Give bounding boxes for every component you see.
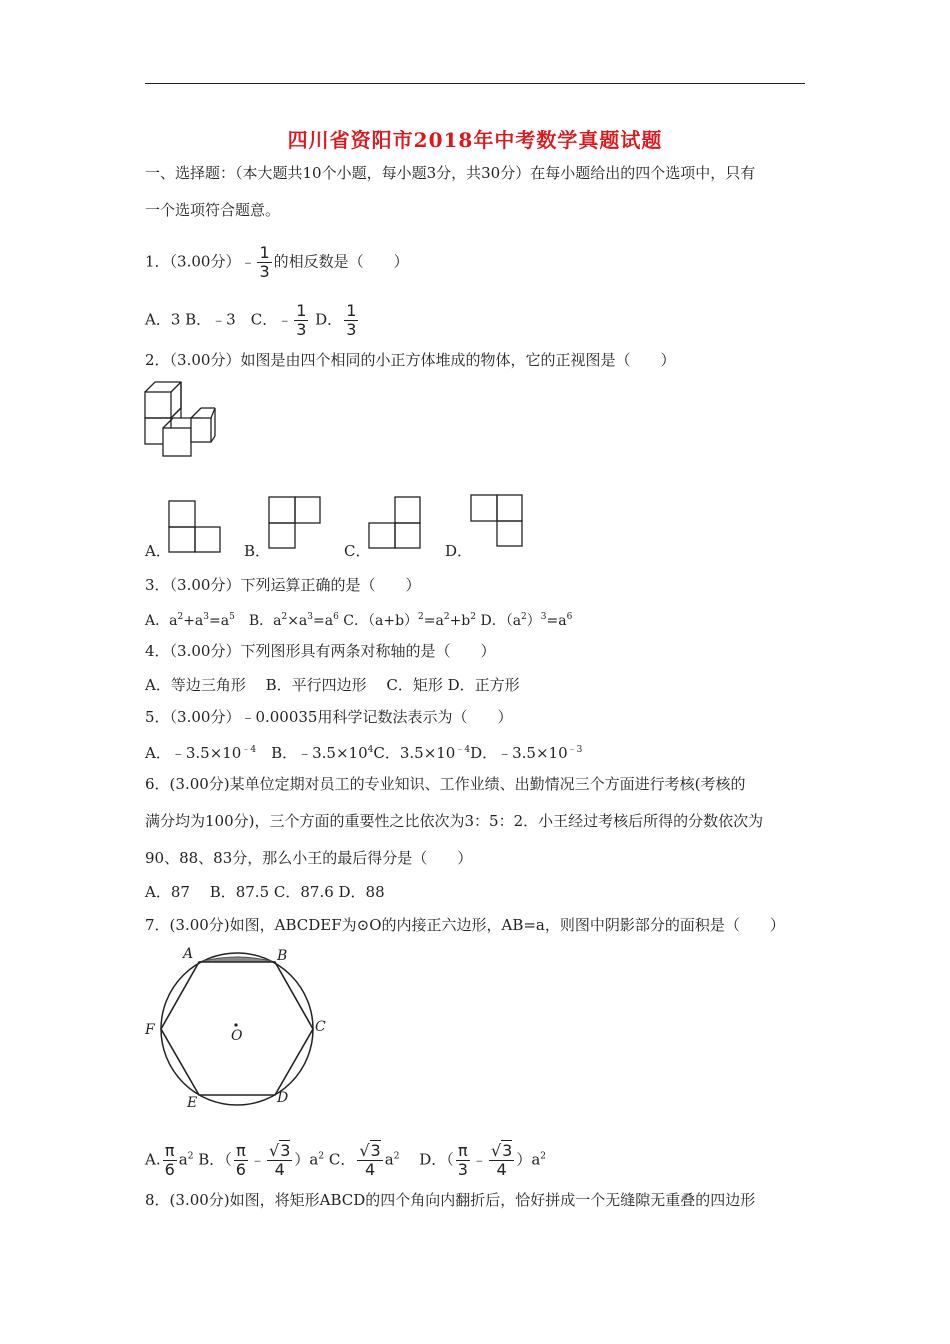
page-title: 四川省资阳市2018年中考数学真题试题 [287,128,663,152]
q2-option-d-label: D． [445,542,473,560]
q3-a-e2: 3 [203,612,210,622]
q7-label-e: E [187,1095,198,1111]
question-6-line3: 90、88、83分，那么小王的最后得分是（ ） [145,849,473,867]
q5-b-exp: 4 [367,745,374,755]
q3-a-e3: 5 [229,612,235,622]
q3-a-eq: =a [209,613,230,629]
q5-d-exp: ﹣3 [567,745,583,755]
q7-c-radicand: 3 [370,1141,381,1160]
q7-label-c: C [315,1019,326,1035]
q1-opt-d: D． [310,310,343,329]
q7-b-tail: ）a [294,1150,319,1169]
question-4-options: A．等边三角形 B．平行四边形 C．矩形 D．正方形 [145,676,520,694]
question-5-stem: 5．（3.00分）﹣0.00035用科学记数法表示为（ ） [145,708,513,726]
q7-d-num2 [489,1142,514,1161]
q7-d-frac2 [489,1142,514,1179]
q5-d: D．﹣3.5×10 [470,744,568,762]
q7-label-f: F [145,1022,155,1038]
q1-opt-d-num: 1 [346,301,357,320]
question-6-line2: 满分均为100分)，三个方面的重要性之比依次为3：5：2．小王经过考核后所得的分数依次为 [145,812,764,830]
q3-a-e1: 2 [177,612,184,622]
q3-c-e1: 2 [418,612,424,622]
q7-hexagon-figure [143,942,333,1112]
question-8-stem: 8．(3.00分)如图，将矩形ABCD的四个角向内翻折后，恰好拼成一个无缝隙无重叠的四边形 [145,1191,756,1209]
q7-d-den2: 4 [496,1160,507,1179]
q3-a-mid: +a [183,613,204,629]
q7-d-minus: ﹣ [471,1150,487,1169]
q7-a-label: A. [145,1150,161,1169]
q2-option-c-label: C． [344,542,371,560]
q2-option-a-figure [168,500,222,554]
q7-c-root: √ [359,1141,370,1160]
q1-frac-num: 1 [259,243,270,262]
q5-b: B．﹣3.5×10 [256,744,368,762]
q3-b-e2: 3 [307,612,314,622]
q7-a-tail: a [178,1150,188,1169]
question-5-options [145,740,582,763]
q7-c-exp: 2 [393,1151,400,1162]
q7-d-radicand: 3 [502,1141,513,1160]
question-4-stem: 4．（3.00分）下列图形具有两条对称轴的是（ ） [145,642,496,660]
q1-stem-post: 的相反数是（ ） [273,252,409,271]
question-1-options [145,302,360,339]
q3-c-e3: 2 [470,612,477,622]
q3-c-pre: C．（a+b） [338,613,419,629]
q7-d-exp: 2 [540,1151,547,1162]
q7-b-exp: 2 [318,1151,325,1162]
q7-d-label: D．（ [404,1150,454,1169]
question-7-options [145,1142,546,1179]
q2-option-b-figure [268,496,322,550]
q7-label-d: D [277,1090,289,1106]
section-intro-line1: 一、选择题：（本大题共10个小题，每小题3分，共30分）在每小题给出的四个选项中，只有 [145,164,756,182]
section-intro-line2: 一个选项符合题意。 [145,201,281,219]
q7-c-tail: a [384,1150,394,1169]
q7-label-o: O [231,1028,243,1044]
header-rule [145,83,805,84]
q7-b-num1: π [234,1142,248,1161]
q1-opt-d-frac [344,302,358,339]
q7-b-frac1 [234,1142,248,1179]
q1-opt-d-den: 3 [346,320,357,339]
q5-c: C．3.5×10 [373,744,456,762]
q3-d-mid: ） [526,613,541,629]
q3-d-e1: 2 [521,612,527,622]
q7-c-den: 4 [364,1160,376,1179]
q7-a-den: 6 [164,1160,175,1179]
q7-a-exp: 2 [187,1151,194,1162]
q7-a-frac [163,1142,177,1179]
q7-d-frac1 [456,1142,470,1179]
q3-c-eq: +b [449,613,471,629]
q7-b-root: √ [269,1141,280,1160]
q1-opt-c-den: 3 [296,320,307,339]
q7-b-num2 [267,1142,292,1161]
q1-opt-c-num: 1 [296,301,307,320]
q5-c-exp: ﹣4 [455,745,471,755]
question-3-options [145,607,572,631]
q3-d-e3: 6 [566,612,573,622]
q3-b-eq: =a [313,613,334,629]
q7-c-frac [357,1142,382,1179]
question-6-line1: 6．(3.00分)某单位定期对员工的专业知识、工作业绩、出勤情况三个方面进行考核(考核的 [145,775,746,793]
q5-a-exp: ﹣4 [241,745,257,755]
q1-opt-c-frac [294,302,308,339]
q1-fraction [257,244,271,281]
q2-option-b-label: B． [244,542,271,560]
question-6-options: A．87 B．87.5 C．87.6 D．88 [145,883,385,901]
q5-a: A．﹣3.5×10 [145,744,242,762]
q7-label-a: A [183,946,194,962]
q7-d-den1: 3 [457,1160,468,1179]
q7-label-b: B [277,948,288,964]
q3-b-pre: B．a [234,613,282,629]
q1-frac-den: 3 [259,262,270,281]
q3-d-pre: D．（a [476,613,522,629]
q1-stem-pre: 1．（3.00分）﹣ [145,252,256,271]
q2-option-a-label: A． [145,542,171,560]
q2-option-c-figure [368,496,422,550]
q7-d-root: √ [490,1141,502,1160]
q7-b-frac2 [267,1142,292,1179]
q3-a-pre: A．a [145,613,178,629]
q7-c-num [357,1142,382,1161]
q7-b-minus: ﹣ [249,1150,265,1169]
question-1-stem [145,244,409,281]
question-2-stem: 2．（3.00分）如图是由四个相同的小正方体堆成的物体，它的正视图是（ ） [145,351,676,369]
q7-b-label: B．（ [198,1150,232,1169]
q2-option-d-figure [470,494,524,548]
q2-cube-figure [143,380,218,460]
q1-opt-ab: A．3 B．﹣3 C．﹣ [145,310,293,329]
q3-b-e1: 2 [281,612,288,622]
q3-c-mid: =a [423,613,444,629]
q7-b-den1: 6 [235,1160,246,1179]
q7-c-label: C． [328,1150,356,1169]
q3-b-e3: 6 [333,612,339,622]
question-3-stem: 3．（3.00分）下列运算正确的是（ ） [145,576,421,594]
q7-a-num: π [163,1142,177,1161]
q7-b-radicand: 3 [280,1141,291,1160]
q3-d-eq: =a [546,613,567,629]
q3-c-e2: 2 [443,612,450,622]
q7-d-tail: ）a [516,1150,541,1169]
q3-b-mid: ×a [287,613,308,629]
question-7-stem: 7．(3.00分)如图，ABCDEF为⊙O的内接正六边形，AB=a，则图中阴影部分的面积是（ ） [145,916,785,934]
q7-b-den2: 4 [274,1160,285,1179]
q7-d-num1: π [456,1142,470,1161]
q3-d-e2: 3 [540,612,547,622]
